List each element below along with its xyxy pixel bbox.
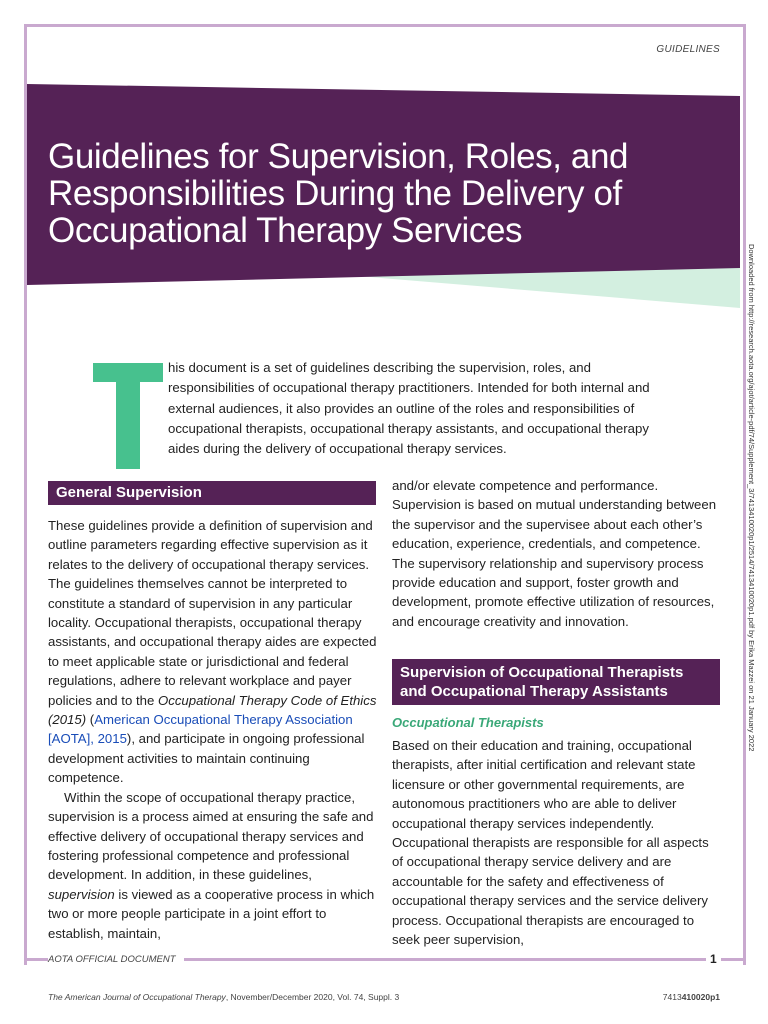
drop-cap-t	[93, 363, 163, 469]
text-run: ), and participate in ongoing professional development activities to maintain continuing competence.	[48, 731, 365, 786]
emphasis-supervision: supervision	[48, 886, 115, 902]
text-run: (	[86, 712, 95, 728]
heading-supervision-ot-ota: Supervision of Occupational Therapists and Occupational Therapy Assistants	[392, 659, 720, 705]
column-right-bottom	[392, 736, 722, 949]
intro-paragraph: his document is a set of guidelines describing the supervision, roles, and responsibilities of occupational therapy practitioners. Intended for both internal and external audiences, it also provides an outline of the roles and responsibilities of occupational therapists, occupational therapy assistants, and occupational therapy aides during the delivery of occupational therapy services.	[168, 360, 650, 457]
column-left	[48, 516, 378, 943]
heading-general-supervision: General Supervision	[48, 481, 376, 505]
doc-id-suffix: 410020p1	[681, 992, 720, 1002]
paragraph-general-1	[48, 516, 378, 788]
paragraph-general-continued: and/or elevate competence and performance. Supervision is based on mutual understanding between the supervisor and the supervisee about each other’s education, experience, credentials, and competence. The supervisory relationship and supervisory process provide education and support, foster growth and development, promote effective utilization of resources, and encourage creativity and innovation.	[392, 478, 717, 629]
column-right-top	[392, 476, 722, 631]
reference-link-aota[interactable]: American Occupational Therapy Association [AOTA], 2015	[48, 712, 353, 747]
document-id	[663, 992, 720, 1002]
paragraph-ot: Based on their education and training, occupational therapists, after initial certification and relevant state licensure or other governmental requirements, are autonomous practitioners who are able to deliver occupational therapy services independently. Occupational therapists are responsible for all aspects of occupational therapy service delivery and are accountable for the safety and effectiveness of occupational therapy services and the service delivery process. Occupational therapists are encouraged to seek peer supervision,	[392, 738, 709, 948]
paragraph-general-2	[48, 788, 378, 943]
journal-issue: , November/December 2020, Vol. 74, Suppl. 3	[225, 992, 400, 1002]
code-of-ethics-citation: Occupational Therapy Code of Ethics (2015)	[48, 692, 377, 728]
drop-cap-stem	[116, 363, 140, 469]
doc-id-prefix: 7413	[662, 992, 682, 1002]
footer-label: AOTA OFFICIAL DOCUMENT	[48, 954, 184, 965]
text-run: These guidelines provide a definition of supervision and outline parameters regarding effective supervision as it relates to the delivery of occupational therapy services. The guidelines themselves cannot be interpreted to constitute a standard of supervision in any particular locality. Occupational therapists, occupational therapy assistants, and occupational therapy aides are expected to meet applicable state or jurisdictional and federal regulations, adhere to relevant workplace and payer policies and to the	[48, 518, 377, 708]
page-title: Guidelines for Supervision, Roles, and Responsibilities During the Delivery of Occupational Therapy Services	[48, 137, 629, 250]
text-run: Within the scope of occupational therapy practice, supervision is a process aimed at ensuring the safe and effective delivery of occupational therapy services and fostering professional competence and professional development. In addition, in these guidelines,	[48, 789, 374, 883]
footer-rule-right	[160, 958, 743, 961]
download-note	[746, 244, 758, 804]
running-head: GUIDELINES	[656, 44, 720, 55]
download-note-text: Downloaded from http://research.aota.org/ajot/article-pdf/74/Supplement_3/7413410020p1/2514/7413410020p1.pdf by Erika Mazzei on 21 January 2022	[747, 244, 756, 752]
journal-citation	[48, 992, 399, 1002]
text-run: is viewed as a cooperative process in which two or more people participate in a joint effort to establish, maintain,	[48, 886, 375, 941]
subheading-occupational-therapists: Occupational Therapists	[392, 715, 544, 730]
page-number: 1	[706, 952, 721, 966]
journal-name: The American Journal of Occupational Therapy	[48, 992, 226, 1002]
